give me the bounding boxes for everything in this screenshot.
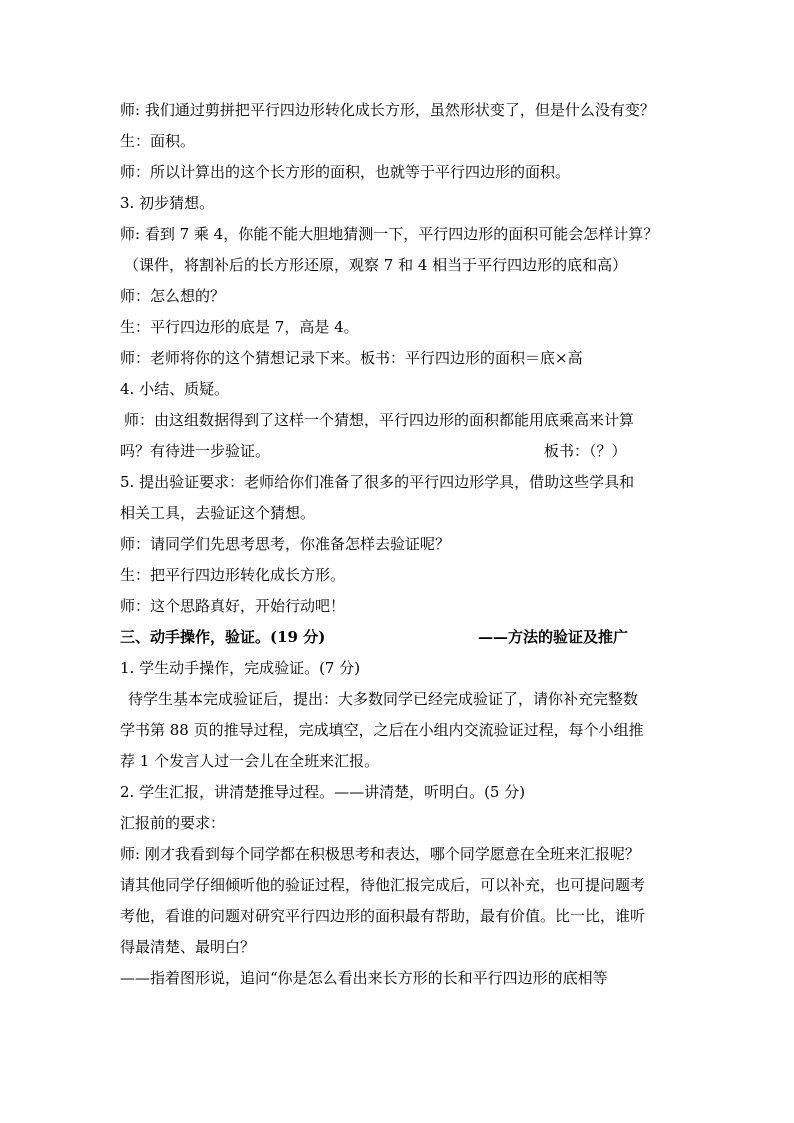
text-line-28: ——指着图形说，追问“你是怎么看出来长方形的长和平行四边形的底相等 <box>120 969 608 987</box>
text-line-21: 荐 1 个发言人过一会儿在全班来汇报。 <box>120 752 380 770</box>
text-line-26: 考他，看谁的问题对研究平行四边形的面积最有帮助，最有价值。比一比，谁听 <box>120 907 646 925</box>
section-heading-3-subtitle: ——方法的验证及推广 <box>478 628 629 646</box>
text-line-12 <box>120 441 680 461</box>
text-line-12-left: 吗？有待进一步验证。 <box>120 442 271 460</box>
text-line-13: 5. 提出验证要求：老师给你们准备了很多的平行四边形学具，借助这些学具和 <box>120 473 635 491</box>
text-line-20: 学书第 88 页的推导过程，完成填空，之后在小组内交流验证过程，每个小组推 <box>120 721 644 739</box>
section-heading-3-title: 三、动手操作，验证。(19 分) <box>120 628 326 646</box>
text-line-7: 师：怎么想的？ <box>120 287 226 305</box>
text-line-15: 师：请同学们先思考思考，你准备怎样去验证呢？ <box>120 535 451 553</box>
text-line-22: 2. 学生汇报，讲清楚推导过程。——讲清楚，听明白。(5 分) <box>120 783 526 801</box>
text-line-18: 1. 学生动手操作，完成验证。(7 分) <box>120 659 361 677</box>
text-line-23: 汇报前的要求： <box>120 814 226 832</box>
text-line-25: 请其他同学仔细倾听他的验证过程，待他汇报完成后，可以补充，也可提问题考 <box>120 876 646 894</box>
text-line-2: 生：面积。 <box>120 132 196 150</box>
text-line-27: 得最清楚、最明白？ <box>120 938 256 956</box>
text-line-8: 生：平行四边形的底是 7，高是 4。 <box>120 318 359 336</box>
text-line-19: 待学生基本完成验证后，提出：大多数同学已经完成验证了，请你补充完整数 <box>128 690 639 708</box>
text-line-6: （课件，将割补后的长方形还原，观察 7 和 4 相当于平行四边形的底和高） <box>124 256 628 274</box>
text-line-5: 师: 看到 7 乘 4，你能不能大胆地猜测一下，平行四边形的面积可能会怎样计算？ <box>120 225 659 243</box>
text-line-3: 师：所以计算出的这个长方形的面积，也就等于平行四边形的面积。 <box>120 163 571 181</box>
text-line-11: 师：由这组数据得到了这样一个猜想，平行四边形的面积都能用底乘高来计算 <box>124 411 635 429</box>
blackboard-question-note: 板书：（？） <box>544 442 627 460</box>
section-heading-3 <box>120 627 680 647</box>
text-line-17: 师：这个思路真好，开始行动吧！ <box>120 597 346 615</box>
text-line-10: 4. 小结、质疑。 <box>120 380 230 398</box>
text-line-14: 相关工具，去验证这个猜想。 <box>120 504 316 522</box>
text-line-24: 师: 刚才我看到每个同学都在积极思考和表达，哪个同学愿意在全班来汇报呢？ <box>120 845 640 863</box>
text-line-1: 师: 我们通过剪拼把平行四边形转化成长方形，虽然形状变了，但是什么没有变？ <box>120 101 655 119</box>
text-line-16: 生：把平行四边形转化成长方形。 <box>120 566 346 584</box>
text-line-4: 3. 初步猜想。 <box>120 194 215 212</box>
text-line-9: 师：老师将你的这个猜想记录下来。板书：平行四边形的面积＝底×高 <box>120 349 583 367</box>
